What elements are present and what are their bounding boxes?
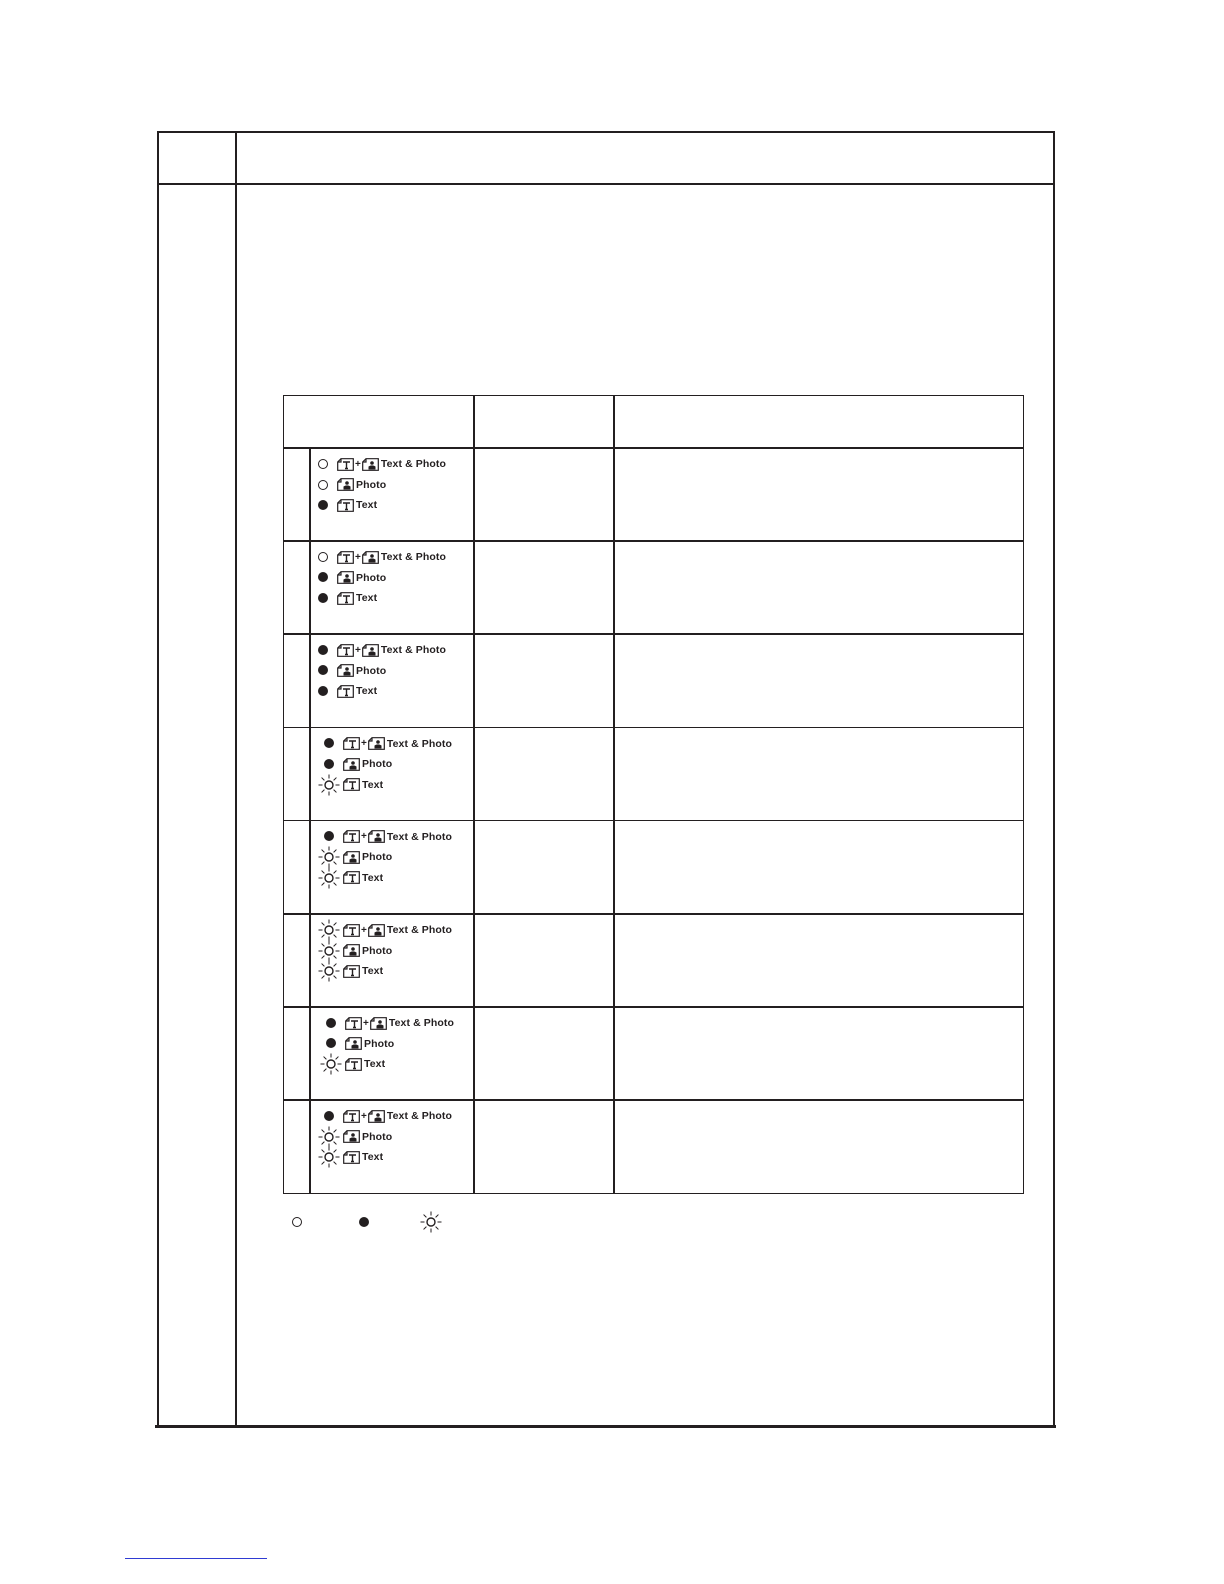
lamp-line-text-photo [315,642,446,658]
text-original-icon [337,644,354,657]
plus-sign: + [361,1110,367,1122]
table-header-divider [284,447,1023,449]
lamp-line-text-photo [323,1015,454,1031]
lamp-line-text [321,963,383,979]
lamp-line-text-photo [315,549,446,565]
lamp-line-text-photo [321,829,452,845]
lamp-on-icon [321,1108,337,1124]
text-original-icon [337,551,354,564]
table-row [321,1108,471,1178]
photo-original-icon [368,737,385,750]
legend-item-on [356,1214,362,1232]
lamp-label: Photo [362,1130,393,1143]
text-original-icon [343,965,360,978]
lamp-label: Text & Photo [380,551,447,564]
lamp-label: Photo [356,571,387,584]
frame-column-divider [235,132,237,1427]
table-row [323,1015,473,1085]
table-row-divider [284,540,1023,542]
plus-sign: + [361,924,367,936]
lamp-on-icon [321,829,337,845]
legend-item-off [289,1214,295,1232]
table-column-divider [473,396,475,1193]
lamp-label: Text & Photo [380,644,447,657]
lamp-blinking-icon [323,1056,339,1072]
text-original-icon [343,1110,360,1123]
lamp-line-text-photo [321,1108,452,1124]
plus-sign: + [361,738,367,750]
lamp-blinking-icon [321,922,337,938]
text-original-icon [337,592,354,605]
photo-original-icon [368,924,385,937]
lamp-blinking-icon [321,870,337,886]
frame-bottom-rule [155,1425,1056,1428]
text-original-icon [343,778,360,791]
photo-original-icon [370,1017,387,1030]
lamp-label: Text [356,592,378,605]
lamp-line-photo [321,943,392,959]
lamp-on-icon [315,663,331,679]
photo-original-icon [345,1037,362,1050]
plus-sign: + [355,458,361,470]
lamp-status-table [283,395,1024,1194]
lamp-blinking-icon [321,943,337,959]
table-row [315,642,465,712]
lamp-label: Text [364,1058,386,1071]
photo-original-icon [337,664,354,677]
photo-original-icon [362,551,379,564]
lamp-label: Text & Photo [388,1017,455,1030]
lamp-label: Photo [362,758,393,771]
lamp-line-photo [321,849,392,865]
table-row [321,736,471,806]
lamp-off-icon [315,477,331,493]
table-row [315,549,465,619]
lamp-line-text [315,497,377,513]
plus-sign: + [355,644,361,656]
lamp-label: Photo [362,944,393,957]
lamp-label: Text & Photo [386,1110,453,1123]
lamp-off-icon [315,549,331,565]
text-original-icon [343,830,360,843]
photo-original-icon [343,758,360,771]
lamp-label: Text & Photo [386,737,453,750]
lamp-label: Text & Photo [386,924,453,936]
lamp-on-icon [315,642,331,658]
lamp-line-text [323,1056,385,1072]
lamp-label: Text & Photo [386,830,453,843]
lamp-on-icon [321,736,337,752]
text-original-icon [345,1017,362,1030]
lamp-line-photo [321,756,392,772]
lamp-line-photo [315,477,386,493]
photo-original-icon [337,571,354,584]
lamp-line-text [315,590,377,606]
lamp-on-icon [315,497,331,513]
text-original-icon [343,871,360,884]
text-original-icon [343,1151,360,1164]
text-original-icon [343,737,360,750]
lamp-on-icon [323,1015,339,1031]
lamp-label: Photo [362,851,393,864]
lamp-blinking-icon [321,1149,337,1165]
table-row [321,922,471,992]
table-column-divider [613,396,615,1193]
plus-sign: + [361,831,367,843]
text-original-icon [343,924,360,937]
footer-link-underline [125,1558,267,1559]
table-row [315,456,465,526]
lamp-line-text [315,683,377,699]
lamp-label: Photo [356,664,387,677]
lamp-label: Photo [356,478,387,491]
table-row [321,829,471,899]
lamp-label: Text [356,685,378,698]
lamp-line-text-photo [321,736,452,752]
table-row-divider [284,820,1023,822]
lamp-label: Text [362,778,384,791]
lamp-label: Text [362,871,384,884]
lamp-line-text [321,777,383,793]
text-original-icon [337,458,354,471]
lamp-line-photo [315,570,386,586]
photo-original-icon [337,478,354,491]
plus-sign: + [355,551,361,563]
lamp-label: Text [356,499,378,511]
legend-item-blink [423,1214,429,1232]
plus-sign: + [363,1017,369,1029]
lamp-label: Text [362,965,384,977]
lamp-line-photo [323,1036,394,1052]
photo-original-icon [362,644,379,657]
lamp-line-text [321,870,383,886]
text-original-icon [345,1058,362,1071]
photo-original-icon [343,1130,360,1143]
lamp-blinking-icon [321,849,337,865]
lamp-label: Text & Photo [380,458,447,470]
table-row-divider [284,1006,1023,1008]
photo-original-icon [343,851,360,864]
table-row-divider [284,913,1023,915]
lamp-label: Photo [364,1037,395,1050]
photo-original-icon [362,458,379,471]
lamp-line-text-photo [321,922,452,938]
lamp-on-icon [323,1036,339,1052]
table-row-divider [284,1099,1023,1101]
lamp-on-icon [321,756,337,772]
photo-original-icon [368,830,385,843]
table-row-divider [284,633,1023,635]
lamp-blinking-icon [321,1129,337,1145]
lamp-line-photo [315,663,386,679]
table-row-divider [284,727,1023,729]
lamp-blinking-icon [321,777,337,793]
text-original-icon [337,499,354,512]
text-original-icon [337,685,354,698]
photo-original-icon [343,944,360,957]
lamp-line-photo [321,1129,392,1145]
lamp-on-icon [315,570,331,586]
lamp-on-icon [315,590,331,606]
lamp-line-text-photo [315,456,446,472]
lamp-on-icon [315,683,331,699]
frame-header-divider [158,183,1054,185]
photo-original-icon [368,1110,385,1123]
lamp-line-text [321,1149,383,1165]
lamp-label: Text [362,1151,384,1164]
lamp-off-icon [315,456,331,472]
lamp-blinking-icon [321,963,337,979]
